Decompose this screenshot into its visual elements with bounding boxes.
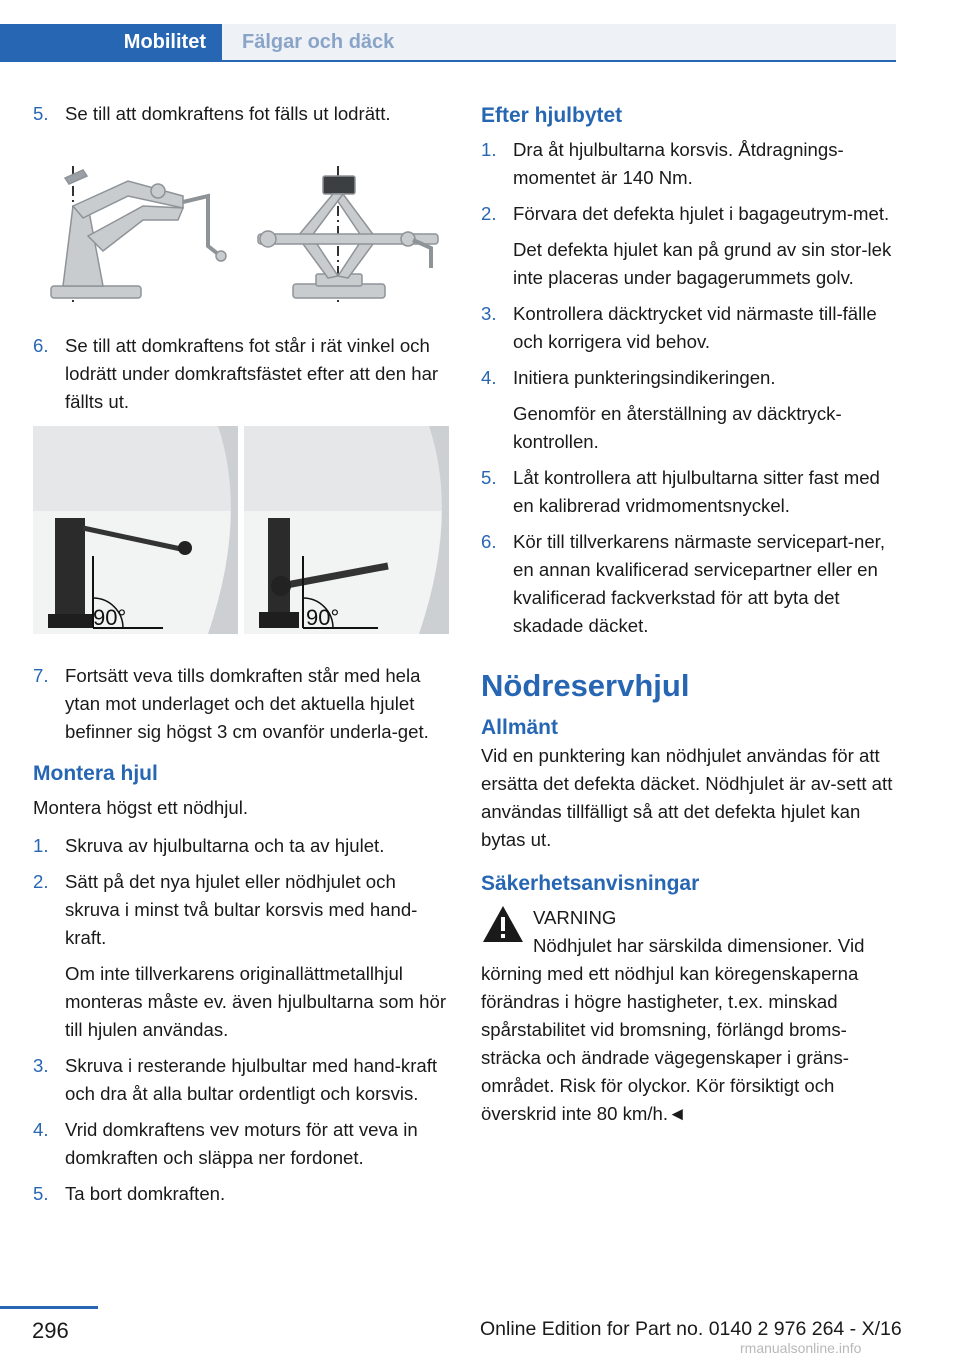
tab-falgar-och-dack[interactable]: Fälgar och däck: [222, 24, 896, 60]
header-tabs: [0, 0, 896, 62]
step-number: 6.: [33, 335, 49, 356]
step-text: Låt kontrollera att hjulbultarna sitter fast med en kalibrerad vridmomentsnyckel.: [513, 467, 880, 516]
step-note: Om inte tillverkarens originallättmetallhjul monteras måste ev. även hjulbultarna som hör till hjulen användas.: [65, 963, 447, 1040]
jack-photo-illustration: [33, 426, 449, 634]
mount-wheel-intro: Montera högst ett nödhjul.: [33, 797, 248, 818]
step-text: Se till att domkraftens fot står i rät vinkel och lodrätt under domkraftsfästet efter att den har fällts ut.: [65, 335, 439, 412]
step-body: [513, 364, 896, 456]
jack-front-view: [258, 166, 438, 304]
right-column: [481, 100, 896, 1138]
step-body: [65, 1052, 453, 1108]
step-number: 6.: [481, 531, 497, 552]
tab-mobilitet[interactable]: Mobilitet: [0, 24, 222, 60]
general-heading: Allmänt: [481, 716, 559, 739]
step-body: [513, 300, 896, 356]
mount-wheel-heading: Montera hjul: [33, 762, 158, 785]
step-number: 2.: [481, 203, 497, 224]
step-number: 5.: [33, 1183, 49, 1204]
step-text: Vrid domkraftens vev moturs för att veva in domkraften och släppa ner fordonet.: [65, 1119, 418, 1168]
jack-drawing-illustration: [33, 136, 453, 306]
step-text: Fortsätt veva tills domkraften står med hela ytan mot underlaget och det aktuella hjulet befinner sig högst 3 cm ovanför underla‐get.: [65, 665, 429, 742]
step-number: 7.: [33, 665, 49, 686]
step-text: Initiera punkteringsindikeringen.: [513, 367, 776, 388]
step-body: [65, 868, 453, 1044]
step-text: Se till att domkraftens fot fälls ut lodrätt.: [65, 103, 391, 124]
jack-photo-left: [33, 426, 238, 634]
mount-step: [33, 1116, 453, 1172]
step-text: Skruva i resterande hjulbultar med hand‐kraft och dra åt alla bultar ordentligt och korsvis.: [65, 1055, 438, 1104]
step-7-crank: [33, 662, 453, 746]
mount-step: [33, 832, 453, 860]
after-step: [481, 136, 896, 192]
safety-heading: Säkerhetsanvisningar: [481, 872, 700, 895]
step-body: [513, 136, 896, 192]
after-wheel-change-heading: Efter hjulbytet: [481, 104, 623, 127]
step-number: 1.: [33, 835, 49, 856]
step-body: [65, 1116, 453, 1172]
left-column: [33, 100, 453, 1216]
footer-divider: [0, 1306, 98, 1309]
step-number: 5.: [33, 103, 49, 124]
mount-step: [33, 868, 453, 1044]
jack-side-view: [51, 166, 226, 304]
step-body: [513, 200, 896, 292]
step-text: Förvara det defekta hjulet i bagageutrym‐met.: [513, 203, 890, 224]
page-number: 296: [32, 1318, 69, 1343]
step-body: [65, 1180, 453, 1208]
step-number: 1.: [481, 139, 497, 160]
general-text: Vid en punktering kan nödhjulet användas för att ersätta det defekta däcket. Nödhjulet är av‐sett att användas tillfälligt så att det defekta hjulet kan bytas ut.: [481, 745, 893, 850]
step-number: 3.: [33, 1055, 49, 1076]
spare-wheel-heading: Nödreservhjul: [481, 668, 690, 703]
figure-jack-under-car: [33, 426, 453, 642]
step-number: 2.: [33, 871, 49, 892]
step-number: 4.: [33, 1119, 49, 1140]
after-step: [481, 464, 896, 520]
warning-text: Nödhjulet har särskilda dimensioner. Vid körning med ett nödhjul kan köregenskaperna förändras i högre hastigheter, t.ex. minskad spårstabilitet vid bromsning, förlängd broms‐sträcka och ändrade vägegenskaper i gräns‐området. Risk för olyckor. Kör försiktigt och överskrid inte 80 km/h.◄: [481, 935, 865, 1124]
step-note: Det defekta hjulet kan på grund av sin stor‐lek inte placeras under bagagerummets golv.: [513, 239, 892, 288]
step-text: Dra åt hjulbultarna korsvis. Åtdragnings‐momentet är 140 Nm.: [513, 139, 844, 188]
angle-label-right: 90°: [306, 605, 340, 630]
step-note: Genomför en återställning av däcktryck‐kontrollen.: [513, 403, 842, 452]
mount-step: [33, 1180, 453, 1208]
step-body: [513, 528, 896, 640]
figure-jack-drawings: [33, 136, 453, 314]
step-number: 4.: [481, 367, 497, 388]
step-body: [513, 464, 896, 520]
warning-label: VARNING: [533, 907, 617, 928]
after-step: [481, 200, 896, 292]
after-step: [481, 528, 896, 640]
step-text: Kontrollera däcktrycket vid närmaste till‐fälle och korrigera vid behov.: [513, 303, 877, 352]
edition-text: Online Edition for Part no. 0140 2 976 264 - X/16: [480, 1318, 902, 1340]
step-text: Ta bort domkraften.: [65, 1183, 226, 1204]
step-6-jack-angle: [33, 332, 453, 416]
after-step: [481, 364, 896, 456]
warning-triangle-icon: [481, 904, 525, 944]
step-text: Skruva av hjulbultarna och ta av hjulet.: [65, 835, 385, 856]
angle-label-left: 90°: [93, 605, 127, 630]
step-text: Sätt på det nya hjulet eller nödhjulet och skruva i minst två bultar korsvis med hand‐kraft.: [65, 871, 418, 948]
after-step: [481, 300, 896, 356]
mount-step: [33, 1052, 453, 1108]
step-number: 5.: [481, 467, 497, 488]
header-divider: [0, 60, 896, 62]
step-5-jack-foot: [33, 100, 453, 128]
watermark: rmanualsonline.info: [740, 1340, 862, 1356]
step-number: 3.: [481, 303, 497, 324]
step-text: Kör till tillverkarens närmaste servicepart‐ner, en annan kvalificerad servicepartner eller en kvalificerad fackverkstad för att byta det skadade däcket.: [513, 531, 886, 636]
jack-photo-right: [244, 426, 449, 634]
step-body: [65, 832, 453, 860]
